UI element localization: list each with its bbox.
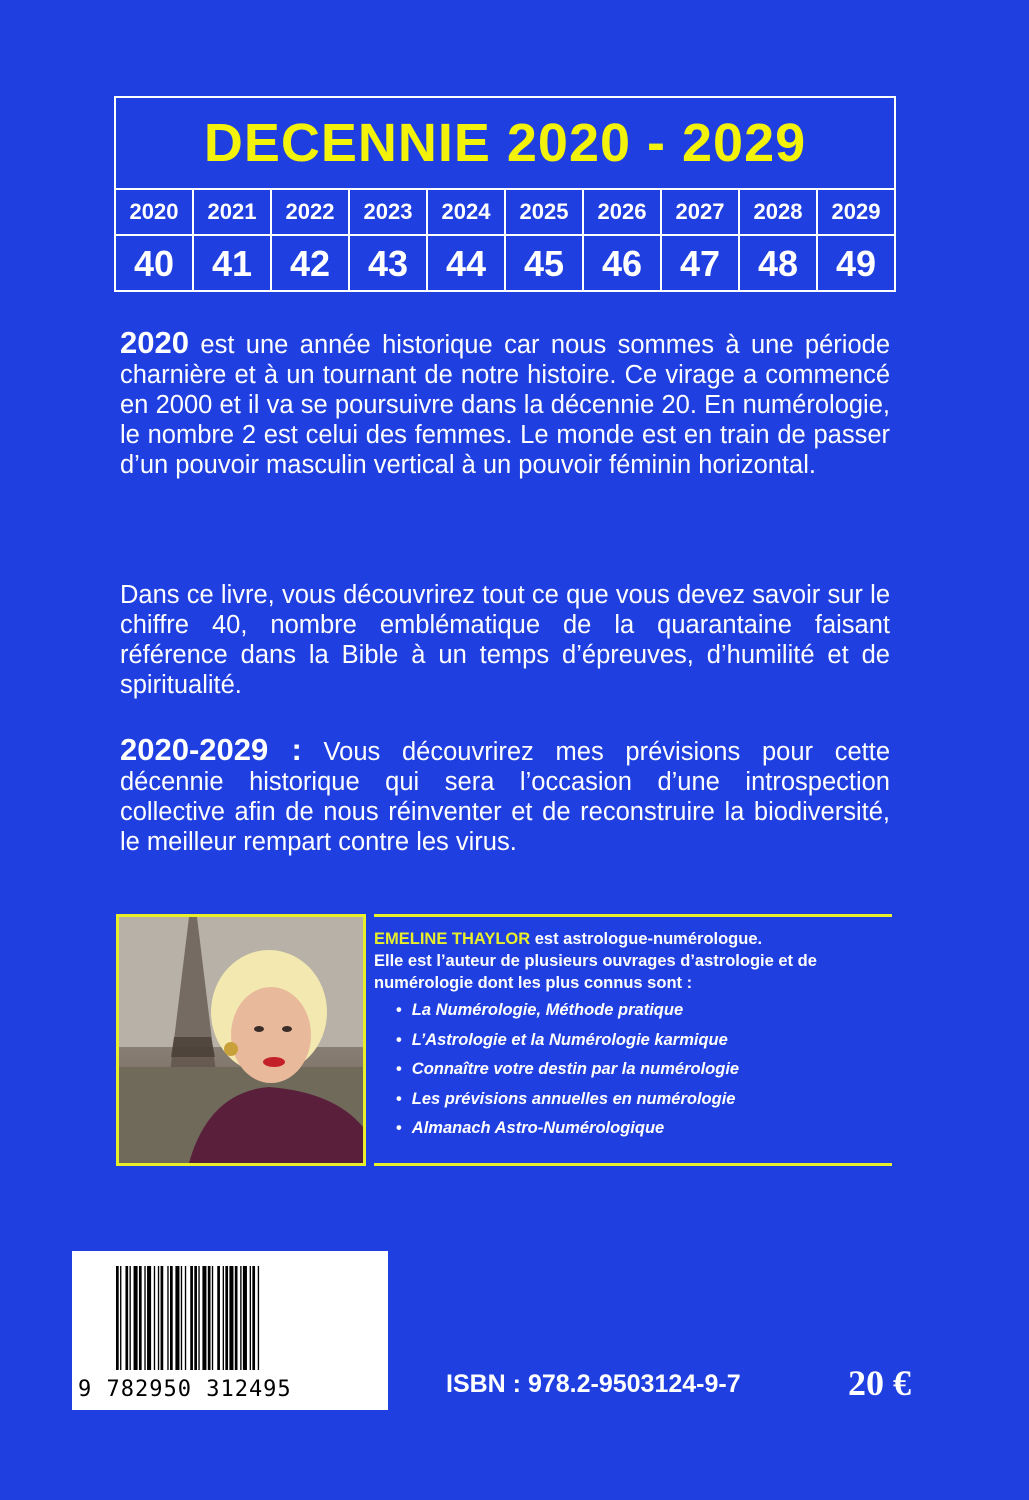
years-row xyxy=(116,190,894,236)
number-cell: 49 xyxy=(835,243,877,284)
decade-title: DECENNIE 2020 - 2029 xyxy=(116,98,894,190)
number-cell: 48 xyxy=(740,236,818,292)
barcode-bars xyxy=(116,1266,370,1370)
author-box xyxy=(116,914,892,1166)
year-cell: 2026 xyxy=(584,190,662,234)
number-cell: 40 xyxy=(116,236,194,292)
book-item: • Connaître votre destin par la numérologie xyxy=(396,1060,740,1078)
divider xyxy=(374,1163,892,1166)
author-name: EMELINE THAYLOR xyxy=(374,930,531,948)
author-description: Elle est l’auteur de plusieurs ouvrages d’astrologie et de numérologie dont les plus connus sont : xyxy=(374,952,817,992)
year-cell: 2027 xyxy=(662,190,740,234)
year-cell: 2029 xyxy=(831,199,881,224)
year-cell: 2024 xyxy=(428,190,506,234)
book-item: • Les prévisions annuelles en numérologie xyxy=(396,1089,736,1108)
year-cell: 2022 xyxy=(272,190,350,234)
paragraph-decade xyxy=(120,732,890,857)
author-bio xyxy=(374,928,892,1144)
paragraph-2020 xyxy=(120,325,890,480)
divider xyxy=(374,914,892,917)
number-cell: 46 xyxy=(584,236,662,292)
year-cell: 2020 xyxy=(116,190,194,234)
decade-table xyxy=(114,96,896,292)
number-cell: 43 xyxy=(350,236,428,292)
isbn: ISBN : 978.2-9503124-9-7 xyxy=(446,1370,741,1398)
number-cell: 45 xyxy=(506,236,584,292)
number-cell: 47 xyxy=(662,236,740,292)
book-item: • Almanach Astro-Numérologique xyxy=(396,1119,665,1137)
paragraph-text: Dans ce livre, vous découvrirez tout ce que vous devez savoir sur le chiffre 40, nombre emblématique de la quarantaine faisant référence dans la Bible à un temps d’épreuves, d’humilité et de spiritualité. xyxy=(120,581,890,699)
number-cell: 41 xyxy=(194,236,272,292)
author-intro: est astrologue-numérologue. xyxy=(530,930,763,948)
numbers-row xyxy=(116,236,894,292)
book-item: • La Numérologie, Méthode pratique xyxy=(396,1001,684,1019)
paragraph-text: est une année historique car nous sommes à une période charnière et à un tournant de notre histoire. Ce virage a commencé en 2000 et il va se poursuivre dans la décennie 20. En numérologie, le nombre 2 est celui des femmes. Le monde est en train de passer d’un pouvoir masculin vertical à un pouvoir féminin horizontal. xyxy=(120,331,890,479)
paragraph-lead: 2020-2029 : xyxy=(120,732,302,767)
number-cell: 44 xyxy=(428,236,506,292)
price: 20 € xyxy=(848,1363,911,1403)
year-cell: 2023 xyxy=(350,190,428,234)
barcode xyxy=(72,1251,388,1410)
book-item: • L’Astrologie et la Numérologie karmique xyxy=(396,1030,728,1049)
barcode-digits: 9 782950 312495 xyxy=(78,1377,292,1402)
year-cell: 2021 xyxy=(194,190,272,234)
paragraph-book xyxy=(120,580,890,700)
paragraph-lead: 2020 xyxy=(120,325,189,360)
year-cell: 2028 xyxy=(740,190,818,234)
year-cell: 2025 xyxy=(506,190,584,234)
paragraph-text: Vous découvrirez mes prévisions pour cette décennie historique qui sera l’occasion d’une introspection collective afin de nous réinventer et de reconstruire la biodiversité, le meilleur rempart contre les virus. xyxy=(120,738,890,856)
author-photo xyxy=(116,914,366,1166)
number-cell: 42 xyxy=(272,236,350,292)
book-list xyxy=(374,996,892,1144)
